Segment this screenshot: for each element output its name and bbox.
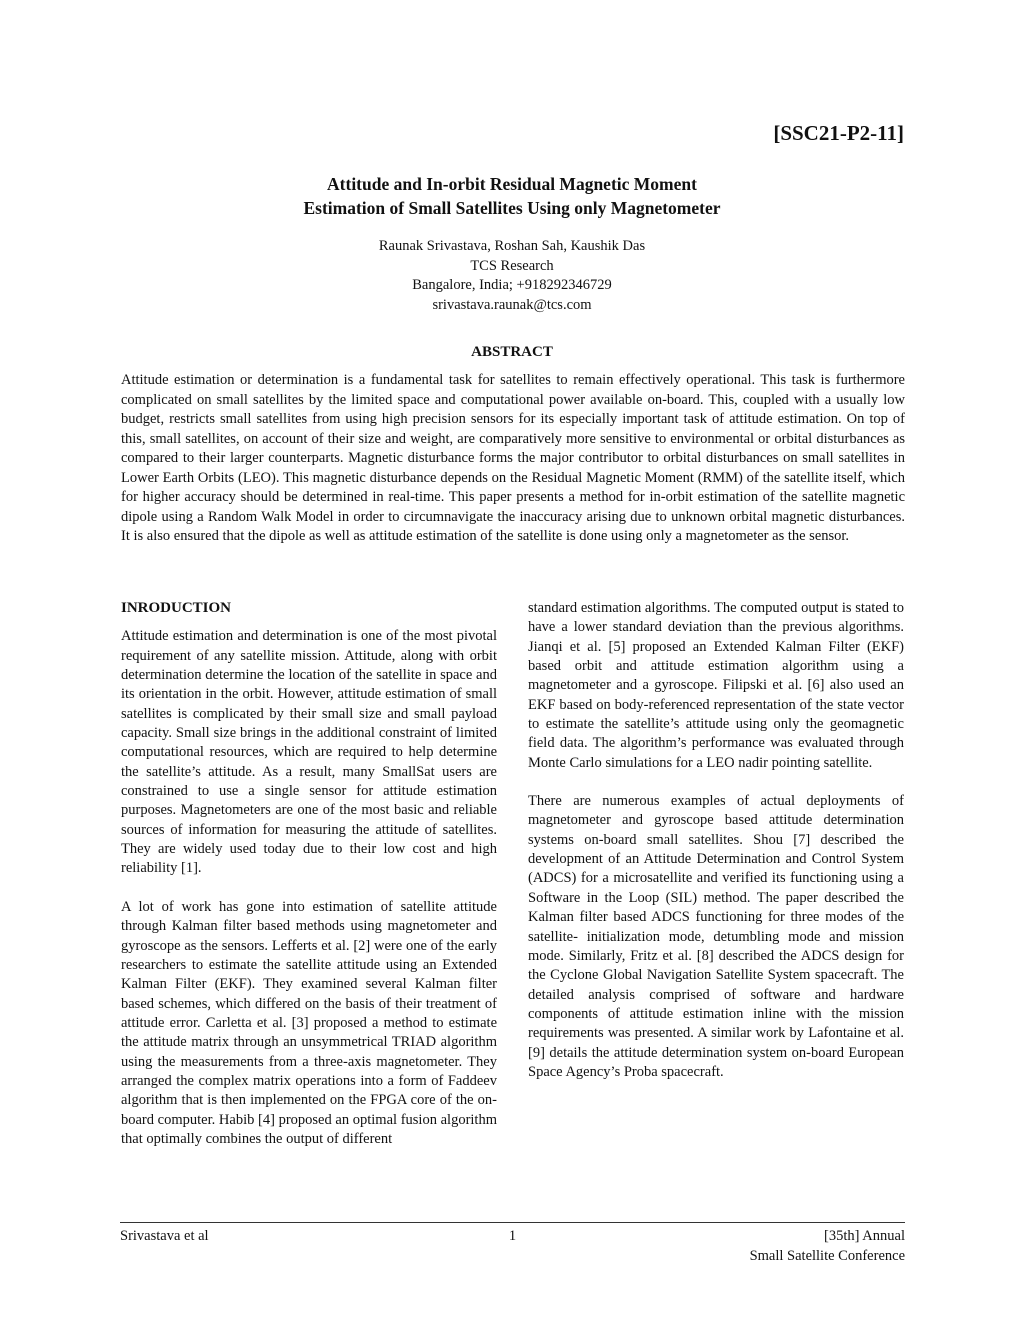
footer-conference-line-1: [35th] Annual: [824, 1228, 905, 1244]
footer-conference: [750, 1227, 905, 1266]
author-location: Bangalore, India; +918292346729: [412, 277, 612, 293]
right-column: [528, 599, 904, 1101]
body-paragraph: standard estimation algorithms. The computed output is stated to have a lower standard deviation than the previous algorithms. Jianqi et al. [5] proposed an Extended Kalman Filter (EKF) based orbit and attitude estimation algorithm using a magnetometer and a gyroscope. Filipski et al. [6] also used an EKF based on body-referenced representation of the state vector to estimate the satellite’s attitude using only the geomagnetic field data. The algorithm’s performance was evaluated through Monte Carlo simulations for a LEO nadir pointing satellite.: [528, 600, 904, 771]
abstract-heading: ABSTRACT: [471, 344, 553, 360]
footer-divider: [120, 1222, 905, 1223]
author-affiliation: TCS Research: [470, 257, 554, 274]
footer-authors: Srivastava et al: [120, 1228, 209, 1244]
title-line-1: Attitude and In-orbit Residual Magnetic Moment: [327, 174, 697, 194]
footer-conference-line-2: Small Satellite Conference: [749, 1247, 905, 1264]
body-paragraph: A lot of work has gone into estimation of satellite attitude through Kalman filter based methods using magnetometer and gyroscope as the sensors. Lefferts et al. [2] were one of the early researchers to estimate the satellite attitude using an Extended Kalman Filter (EKF). They examined several Kalman filter based schemes, which differed on the basis of their treatment of attitude error. Carletta et al. [3] proposed a method to estimate the attitude matrix through an unsymmetrical TRIAD algorithm using the measurements from a three-axis magnetometer. They arranged the complex matrix operations into a form of Faddeev algorithm that is then implemented on the FPGA core of the on-board computer. Habib [4] proposed an optimal fusion algorithm that optimally combines the output of different: [121, 898, 497, 1147]
title-line-2: Estimation of Small Satellites Using only Magnetometer: [303, 198, 721, 218]
body-paragraph: Attitude estimation and determination is one of the most pivotal requirement of any satellite mission. Attitude, along with orbit determination determine the location of the satellite in space and its orientation in the orbit. However, attitude estimation of small satellites is complicated by their small size and small payload capacity. Small size brings in the additional constraint of limited computational resources, which are required to help determine the satellite’s attitude. As a result, many SmallSat users are constrained to use a single sensor for attitude estimation purposes. Magnetometers are one of the most basic and reliable sources of information for measuring the attitude of satellites. They are widely used today due to their low cost and high reliability [1].: [121, 628, 497, 877]
author-names: Raunak Srivastava, Roshan Sah, Kaushik Das: [378, 238, 646, 254]
introduction-heading: INRODUCTION: [121, 600, 232, 616]
author-block: [0, 237, 1024, 315]
body-paragraph: There are numerous examples of actual deployments of magnetometer and gyroscope based attitude determination systems on-board small satellites. Shou [7] described the development of an Attitude Determination and Control System (ADCS) for a microsatellite and verified its functioning using a Software in the Loop (SIL) method. The paper described the Kalman filter based ADCS functioning for three modes of the satellite- initialization mode, detumbling mode and mission mode. Similarly, Fritz et al. [8] described the ADCS design for the Cyclone Global Navigation Satellite System spacecraft. The detailed analysis comprised of software and hardware components of attitude estimation inline with the mission requirements was presented. A similar work by Lafontaine et al. [9] details the attitude determination system on-board European Space Agency’s Proba spacecraft.: [528, 793, 904, 1080]
left-column: [121, 599, 497, 1168]
page-number: 1: [508, 1228, 517, 1244]
paper-id: [SSC21-P2-11]: [773, 121, 904, 145]
author-email: srivastava.raunak@tcs.com: [432, 296, 592, 313]
abstract-text: Attitude estimation or determination is a fundamental task for satellites to remain effectively operational. This task is furthermore complicated on small satellites by the limited space and computational power available on-board. This, coupled with a usually low budget, restricts small satellites from using high precision sensors for its especially important task of attitude estimation. On top of this, small satellites, on account of their size and weight, are comparatively more sensitive to environmental or orbital disturbances as compared to their larger counterparts. Magnetic disturbance forms the major contributor to orbital disturbances on small satellites in Lower Earth Orbits (LEO). This magnetic disturbance depends on the Residual Magnetic Moment (RMM) of the satellite itself, which for higher accuracy should be determined in real-time. This paper presents a method for in-orbit estimation of the satellite magnetic dipole using a Random Walk Model in order to circumnavigate the inaccuracy arising due to unknown orbital magnetic disturbances. It is also ensured that the dipole as well as attitude estimation of the satellite is done using only a magnetometer as the sensor.: [121, 372, 905, 544]
paper-title: [0, 172, 1024, 220]
